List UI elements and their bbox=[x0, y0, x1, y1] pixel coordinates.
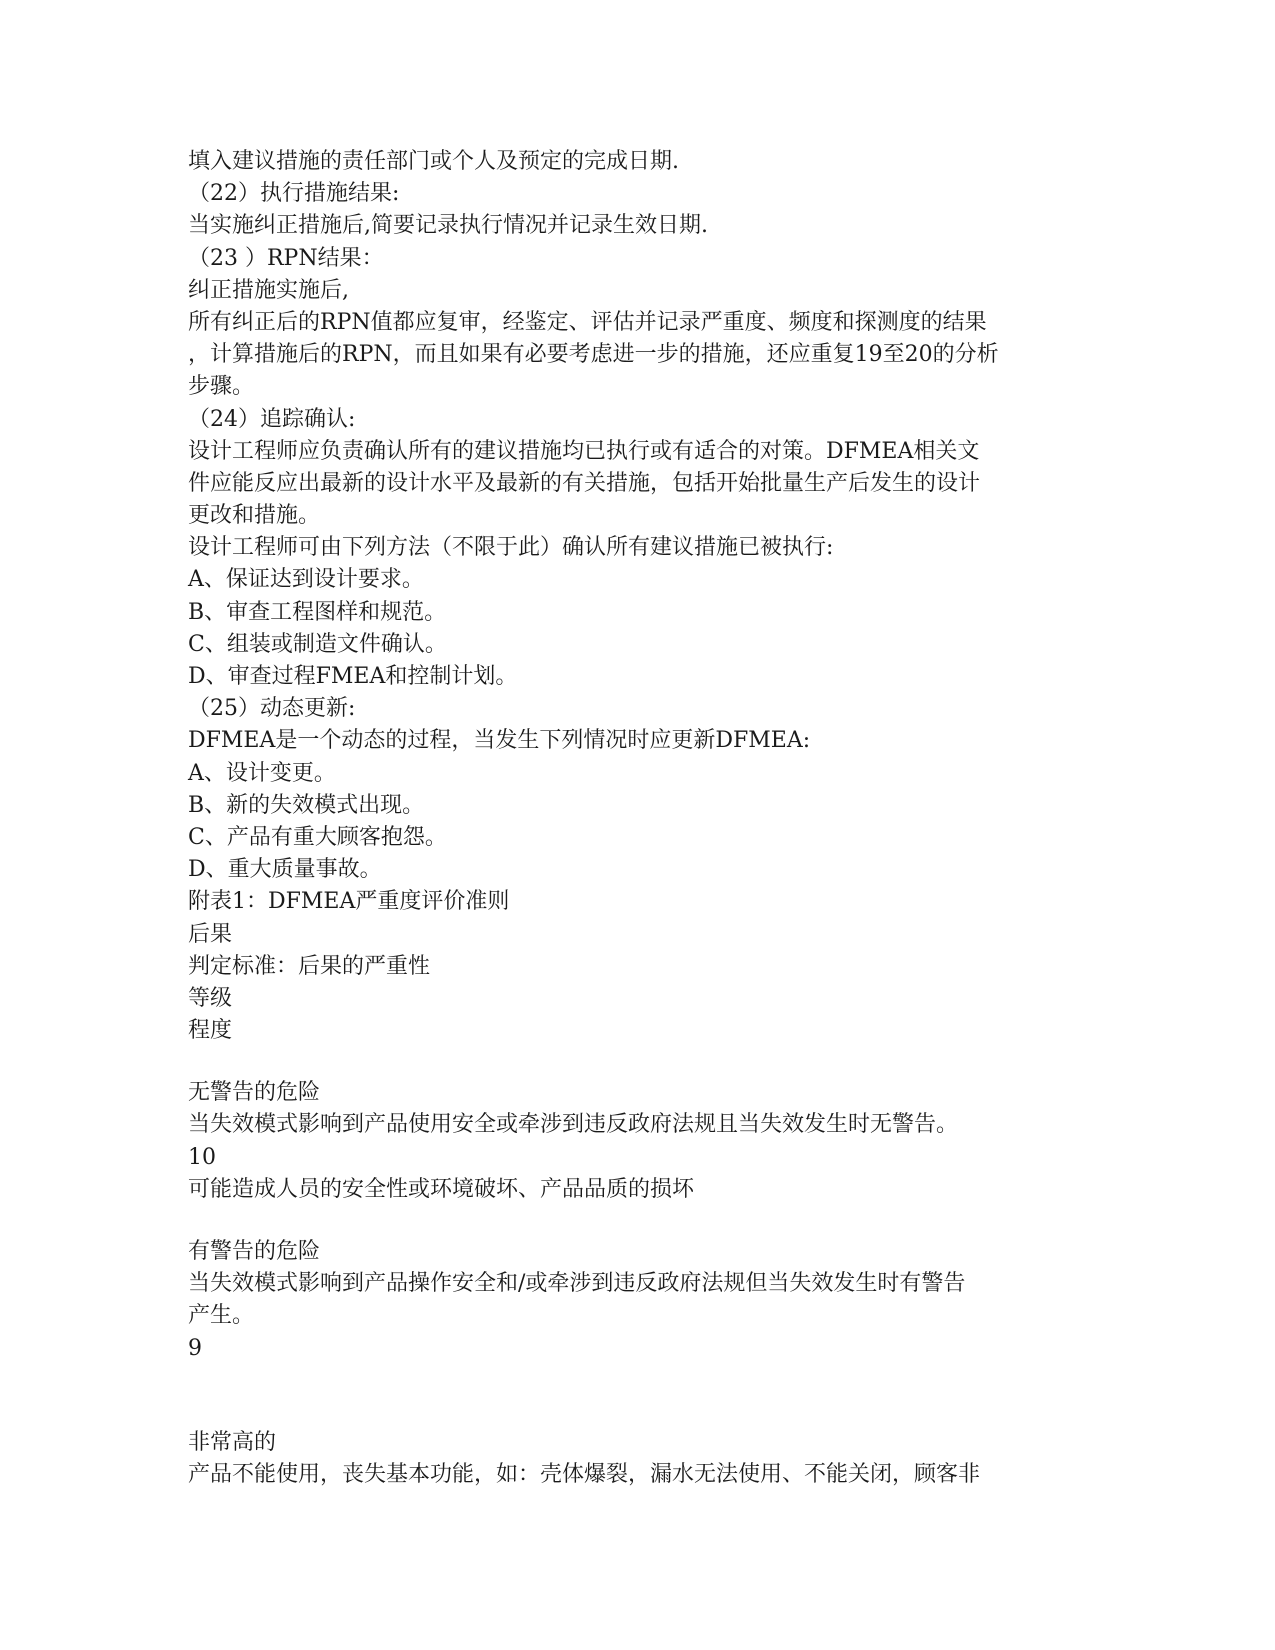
list-item: D、审查过程FMEA和控制计划。 bbox=[188, 664, 518, 689]
table-cell-effect: 无警告的危险 bbox=[188, 1080, 321, 1106]
table-header-effect: 后果 bbox=[188, 921, 233, 947]
table-cell-degree: 可能造成人员的安全性或环境破坏、产品品质的损坏 bbox=[188, 1176, 695, 1202]
table-cell-criteria: 当失效模式影响到产品操作安全和/或牵涉到违反政府法规但当失效发生时有警告 bbox=[188, 1271, 966, 1297]
table-cell-effect: 非常高的 bbox=[188, 1429, 277, 1455]
section-heading: （22）执行措施结果: bbox=[188, 181, 400, 207]
section-heading: （23 ）RPN结果： bbox=[188, 245, 384, 271]
table-header-rank: 等级 bbox=[188, 985, 233, 1011]
text-line: 件应能反应出最新的设计水平及最新的有关措施，包括开始批量生产后发生的设计 bbox=[188, 470, 981, 496]
spacer bbox=[188, 1206, 1088, 1236]
text-line: 所有纠正后的RPN值都应复审，经鉴定、评估并记录严重度、频度和探测度的结果 bbox=[188, 309, 987, 335]
text-line: 纠正措施实施后, bbox=[188, 277, 349, 303]
text-line: 步骤。 bbox=[188, 374, 255, 400]
table-cell-criteria: 当失效模式影响到产品使用安全或牵涉到违反政府法规且当失效发生时无警告。 bbox=[188, 1112, 959, 1138]
text-line: DFMEA是一个动态的过程，当发生下列情况时应更新DFMEA: bbox=[188, 728, 811, 754]
spacer bbox=[188, 1047, 1088, 1077]
table-cell-criteria: 产品不能使用，丧失基本功能，如：壳体爆裂，漏水无法使用、不能关闭，顾客非 bbox=[188, 1461, 981, 1487]
section-heading: （25）动态更新: bbox=[188, 696, 356, 722]
document-body bbox=[188, 146, 1088, 1491]
section-heading: （24）追踪确认: bbox=[188, 406, 356, 432]
list-item: C、组装或制造文件确认。 bbox=[188, 631, 447, 657]
text-line: 填入建议措施的责任部门或个人及预定的完成日期. bbox=[188, 149, 679, 174]
table-title: 附表1：DFMEA严重度评价准则 bbox=[188, 889, 510, 915]
list-item: B、审查工程图样和规范。 bbox=[188, 599, 447, 625]
table-cell-rank: 10 bbox=[188, 1144, 216, 1170]
list-item: C、产品有重大顾客抱怨。 bbox=[188, 824, 447, 850]
table-header-criteria: 判定标准：后果的严重性 bbox=[188, 953, 431, 979]
text-line: ，计算措施后的RPN，而且如果有必要考虑进一步的措施，还应重复19至20的分析 bbox=[188, 342, 999, 368]
list-item: A、设计变更。 bbox=[188, 760, 336, 786]
table-header-degree: 程度 bbox=[188, 1018, 233, 1044]
list-item: D、重大质量事故。 bbox=[188, 857, 382, 883]
text-line: 当实施纠正措施后,简要记录执行情况并记录生效日期. bbox=[188, 213, 708, 239]
list-item: A、保证达到设计要求。 bbox=[188, 567, 424, 593]
table-cell-criteria: 产生。 bbox=[188, 1303, 255, 1329]
list-item: B、新的失效模式出现。 bbox=[188, 792, 425, 818]
spacer bbox=[188, 1365, 1088, 1427]
text-line: 设计工程师可由下列方法（不限于此）确认所有建议措施已被执行: bbox=[188, 535, 834, 561]
text-line: 设计工程师应负责确认所有的建议措施均已执行或有适合的对策。DFMEA相关文 bbox=[188, 438, 980, 464]
table-cell-effect: 有警告的危险 bbox=[188, 1239, 321, 1264]
table-cell-rank: 9 bbox=[188, 1335, 202, 1361]
text-line: 更改和措施。 bbox=[188, 503, 321, 529]
